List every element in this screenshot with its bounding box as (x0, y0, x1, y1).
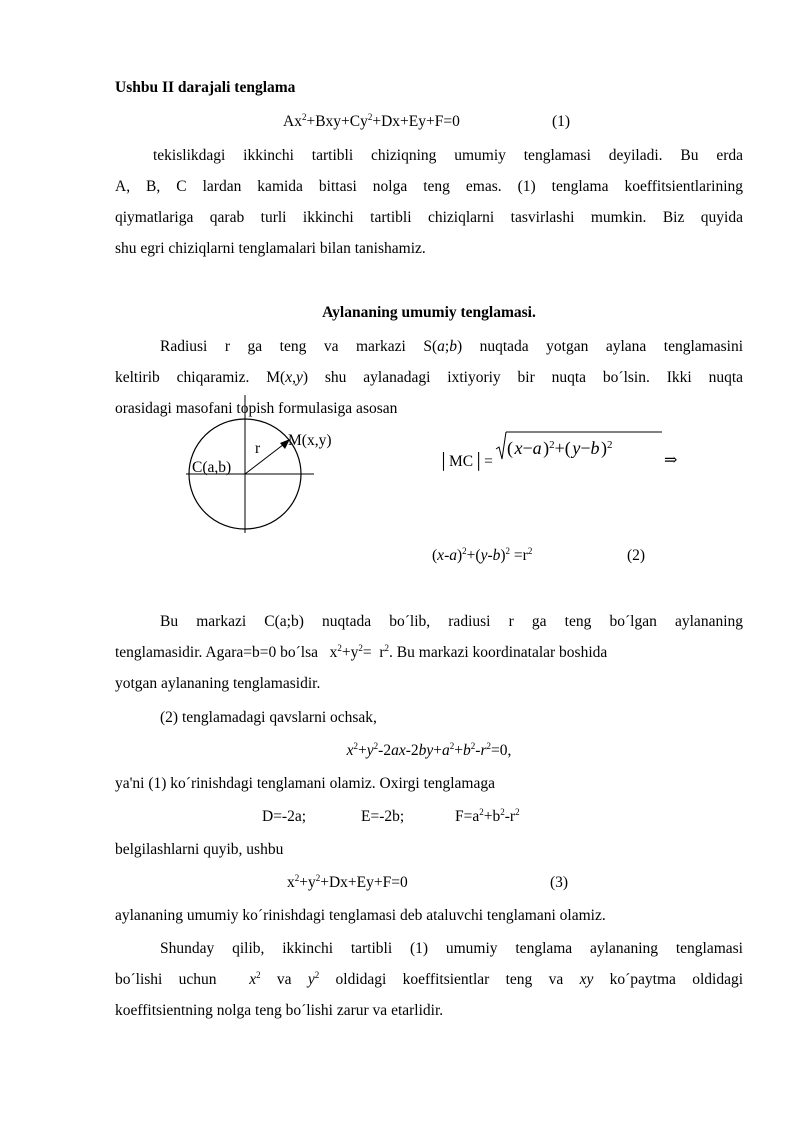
para3-line-2: tenglamasidir. Agara=b=0 bo´lsa $x^2+y^2= r^2$. Bu markazi koordinatalar boshida (115, 643, 608, 661)
para5-line-2: bo´lishi uchun $x^2$ va $y^2$ oldidagi koeffitsientlar teng va xy ko´paytma oldidagi (115, 970, 744, 988)
equation-3-number: (3) (550, 874, 569, 891)
radius-line (245, 441, 288, 474)
line-yani: ya'ni (1) ko´rinishdagi tenglamani olamiz. Oxirgi tenglamaga (115, 775, 495, 792)
sqrt-bar (506, 431, 666, 434)
equation-1: $Ax^2+Bxy+Cy^2+Dx+Ey+F=0$ (283, 112, 460, 130)
para2-line-1: Radiusi r ga teng va markazi S(a;b) nuqtada yotgan aylana tenglamasini (160, 338, 743, 355)
equation-3: $x^2+y^2+Dx+Ey+F=0$ (287, 873, 408, 891)
distance-formula-radicand: ( x−a )$^2$+( y−b )$^2$ (507, 438, 613, 458)
equation-2-number: (2) (627, 547, 646, 564)
section-title: Aylananing umumiy tenglamasi. (322, 304, 536, 321)
para1-line-3: qiymatlariga qarab turli ikkinchi tartibli chiziqlarni tasvirlashi mumkin. Biz quyida (115, 209, 743, 226)
figure-label-r: r (255, 440, 261, 457)
equation-2: $(x-a)^2+(y-b)^2 =r^2$ (432, 546, 533, 564)
equation-1-number: (1) (552, 113, 571, 130)
para1-line-4: shu egri chiziqlarni tenglamalari bilan tanishamiz. (115, 240, 426, 257)
figure-label-m: M(x,y) (288, 432, 332, 449)
notation-f: $F=a^2+b^2-r^2$ (455, 807, 520, 825)
notation-d: D=-2a; (262, 808, 307, 825)
notation-e: E=-2b; (361, 808, 405, 825)
para2-line-2: keltirib chiqaramiz. M(x,y) shu aylanadagi ixtiyoriy bir nuqta bo´lsin. Ikki nuqta (115, 369, 744, 386)
para1-line-1: tekislikdagi ikkinchi tartibli chiziqning umumiy tenglamasi deyiladi. Bu erda (153, 147, 743, 164)
line-ayl: aylananing umumiy ko´rinishdagi tenglamasi deb ataluvchi tenglamani olamiz. (115, 907, 606, 924)
sqrt-sign (495, 431, 507, 461)
para5-line-3: koeffitsientning nolga teng bo´lishi zarur va etarlidir. (115, 1002, 444, 1019)
para1-line-2: A, B, C lardan kamida bittasi nolga teng emas. (1) tenglama koeffitsientlarining (115, 178, 743, 195)
para3-line-1: Bu markazi C(a;b) nuqtada bo´lib, radiusi r ga teng bo´lgan aylananing (160, 613, 743, 630)
para5-line-1: Shunday qilib, ikkinchi tartibli (1) umumiy tenglama aylananing tenglamasi (160, 940, 743, 957)
figure-label-c: C(a,b) (192, 459, 232, 476)
line-belgi: belgilashlarni quyib, ushbu (115, 841, 284, 858)
para4: (2) tenglamadagi qavslarni ochsak, (160, 709, 377, 726)
heading: Ushbu II darajali tenglama (115, 79, 296, 96)
expanded-equation: $x^2+y^2-2ax-2by+a^2+b^2-r^2=0$, (346, 741, 512, 759)
para3-line-3: yotgan aylananing tenglamasidir. (115, 675, 321, 692)
implies-arrow: ⇒ (664, 452, 678, 469)
para2-line-3: orasidagi masofani topish formulasiga asosan (115, 400, 398, 417)
distance-formula-lhs: │MC│= (438, 453, 493, 470)
